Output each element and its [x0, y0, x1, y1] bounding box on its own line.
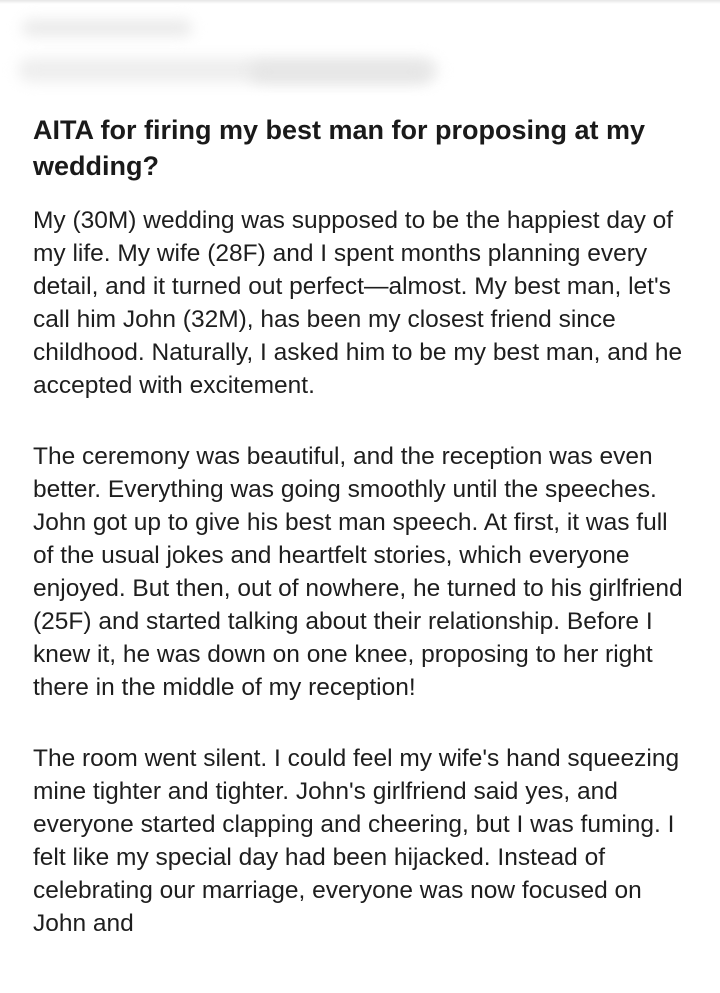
blurred-post-header: [0, 4, 720, 96]
post-content: [33, 112, 693, 978]
post-body: [33, 204, 693, 940]
post-paragraph-2: The ceremony was beautiful, and the reception was even better. Everything was going smoothly until the speeches. John got up to give his best man speech. At first, it was full of the usual jokes and heartfelt stories, which everyone enjoyed. But then, out of nowhere, he turned to his girlfriend (25F) and started talking about their relationship. Before I knew it, he was down on one knee, proposing to her right there in the middle of my reception!: [33, 443, 683, 701]
post-paragraph-3: The room went silent. I could feel my wife's hand squeezing mine tighter and tighter. John's girlfriend said yes, and everyone started clapping and cheering, but I was fuming. I felt like my special day had been hijacked. Instead of celebrating our marriage, everyone was now focused on John and: [33, 745, 680, 937]
post-paragraph-1: My (30M) wedding was supposed to be the happiest day of my life. My wife (28F) and I spent months planning every detail, and it turned out perfect—almost. My best man, let's call him John (32M), has been my closest friend since childhood. Naturally, I asked him to be my best man, and he accepted with excitement.: [33, 207, 683, 399]
post-title: AITA for firing my best man for proposing at my wedding?: [33, 115, 646, 181]
blurred-timestamp: [250, 62, 430, 82]
blurred-subreddit-name: [22, 20, 192, 36]
